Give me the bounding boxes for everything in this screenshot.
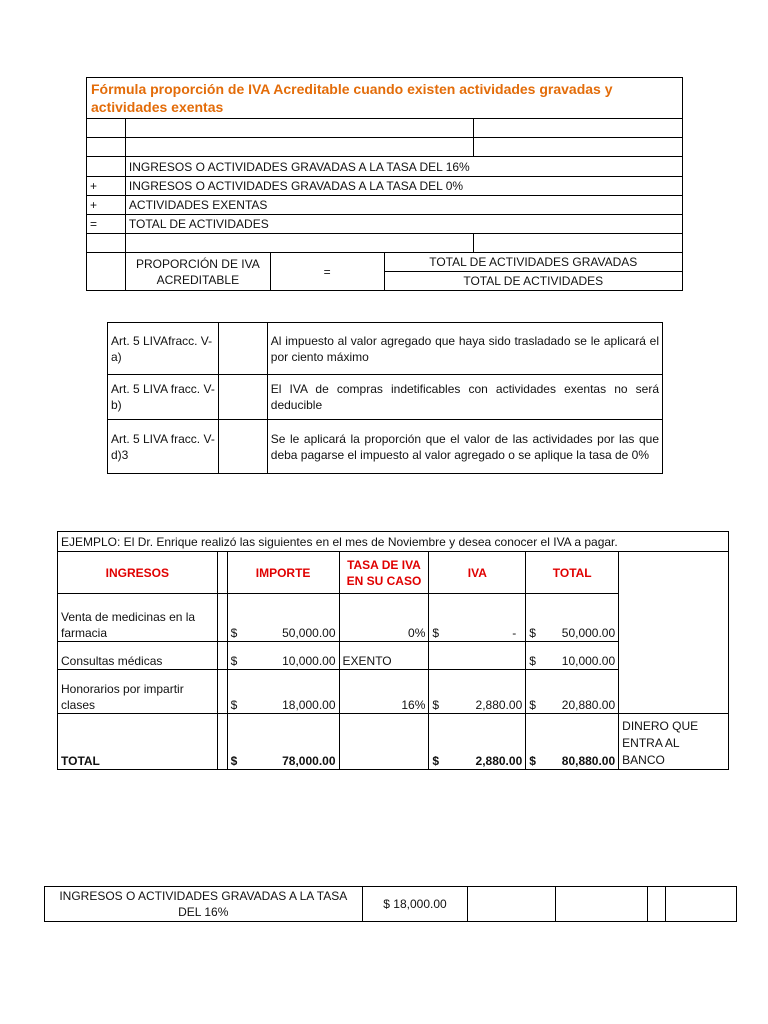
- currency-symbol: $: [529, 698, 536, 712]
- currency-symbol: $: [529, 754, 536, 768]
- header-ingresos: INGRESOS: [58, 552, 218, 594]
- denominator: TOTAL DE ACTIVIDADES: [384, 272, 683, 291]
- currency-symbol: $: [432, 698, 440, 712]
- formula-title: Fórmula proporción de IVA Acreditable cuando existen actividades gravadas y actividades exentas: [87, 78, 683, 119]
- row-tasa: 0%: [339, 594, 429, 642]
- row-total: 50,000.00: [561, 626, 616, 640]
- bottom-value: $ 18,000.00: [362, 887, 468, 922]
- currency-symbol: $: [230, 754, 238, 768]
- formula-row-label: INGRESOS O ACTIVIDADES GRAVADAS A LA TASA DEL 0%: [125, 177, 682, 196]
- formula-table: [86, 77, 683, 291]
- numerator: TOTAL DE ACTIVIDADES GRAVADAS: [384, 253, 683, 272]
- formula-sign: +: [87, 196, 126, 215]
- article-text: Al impuesto al valor agregado que haya sido trasladado se le aplicará el por ciento máximo: [267, 323, 662, 375]
- proportion-label: PROPORCIÓN DE IVA ACREDITABLE: [125, 253, 270, 291]
- currency-symbol: $: [529, 626, 536, 640]
- formula-row-label: TOTAL DE ACTIVIDADES: [125, 215, 682, 234]
- currency-symbol: $: [432, 754, 440, 768]
- row-concepto: Honorarios por impartir clases: [58, 670, 218, 714]
- formula-sign: +: [87, 177, 126, 196]
- article-ref: Art. 5 LIVA fracc. V-d)3: [108, 420, 219, 474]
- currency-symbol: $: [230, 626, 238, 640]
- row-total: 10,000.00: [561, 654, 616, 668]
- row-iva: 2,880.00: [475, 698, 523, 712]
- row-iva: -: [512, 626, 517, 640]
- row-importe: 50,000.00: [282, 626, 336, 640]
- article-ref: Art. 5 LIVA fracc. V-b): [108, 375, 219, 420]
- currency-symbol: $: [230, 698, 238, 712]
- article-text: El IVA de compras indetificables con actividades exentas no será deducible: [267, 375, 662, 420]
- header-total: TOTAL: [526, 552, 619, 594]
- total-note: DINERO QUE ENTRA AL BANCO: [619, 714, 729, 770]
- total-iva: 2,880.00: [475, 754, 523, 768]
- article-ref: Art. 5 LIVAfracc. V-a): [108, 323, 219, 375]
- bottom-label: INGRESOS O ACTIVIDADES GRAVADAS A LA TASA DEL 16%: [45, 887, 363, 922]
- row-total: 20,880.00: [561, 698, 616, 712]
- header-iva: IVA: [429, 552, 526, 594]
- bottom-table: [44, 886, 737, 922]
- equals-sign: =: [270, 253, 384, 291]
- total-importe: 78,000.00: [282, 754, 336, 768]
- row-importe: 10,000.00: [282, 654, 336, 668]
- articles-table: [107, 322, 663, 474]
- formula-row-label: ACTIVIDADES EXENTAS: [125, 196, 682, 215]
- header-tasa: TASA DE IVA EN SU CASO: [339, 552, 429, 594]
- total-label: TOTAL: [58, 714, 218, 770]
- row-importe: 18,000.00: [282, 698, 336, 712]
- row-tasa: EXENTO: [339, 642, 429, 670]
- row-tasa: 16%: [339, 670, 429, 714]
- total-total: 80,880.00: [561, 754, 616, 768]
- example-table: [57, 531, 729, 770]
- formula-row-label: INGRESOS O ACTIVIDADES GRAVADAS A LA TASA DEL 16%: [125, 157, 682, 177]
- currency-symbol: $: [230, 654, 238, 668]
- currency-symbol: $: [529, 654, 536, 668]
- article-text: Se le aplicará la proporción que el valor de las actividades por las que deba pagarse el impuesto al valor agregado o se aplique la tasa de 0%: [267, 420, 662, 474]
- example-intro: EJEMPLO: El Dr. Enrique realizó las siguientes en el mes de Noviembre y desea conocer el IVA a pagar.: [58, 532, 729, 552]
- header-importe: IMPORTE: [227, 552, 339, 594]
- currency-symbol: $: [432, 626, 440, 640]
- row-concepto: Consultas médicas: [58, 642, 218, 670]
- row-concepto: Venta de medicinas en la farmacia: [58, 594, 218, 642]
- formula-sign: [87, 157, 126, 177]
- formula-sign: =: [87, 215, 126, 234]
